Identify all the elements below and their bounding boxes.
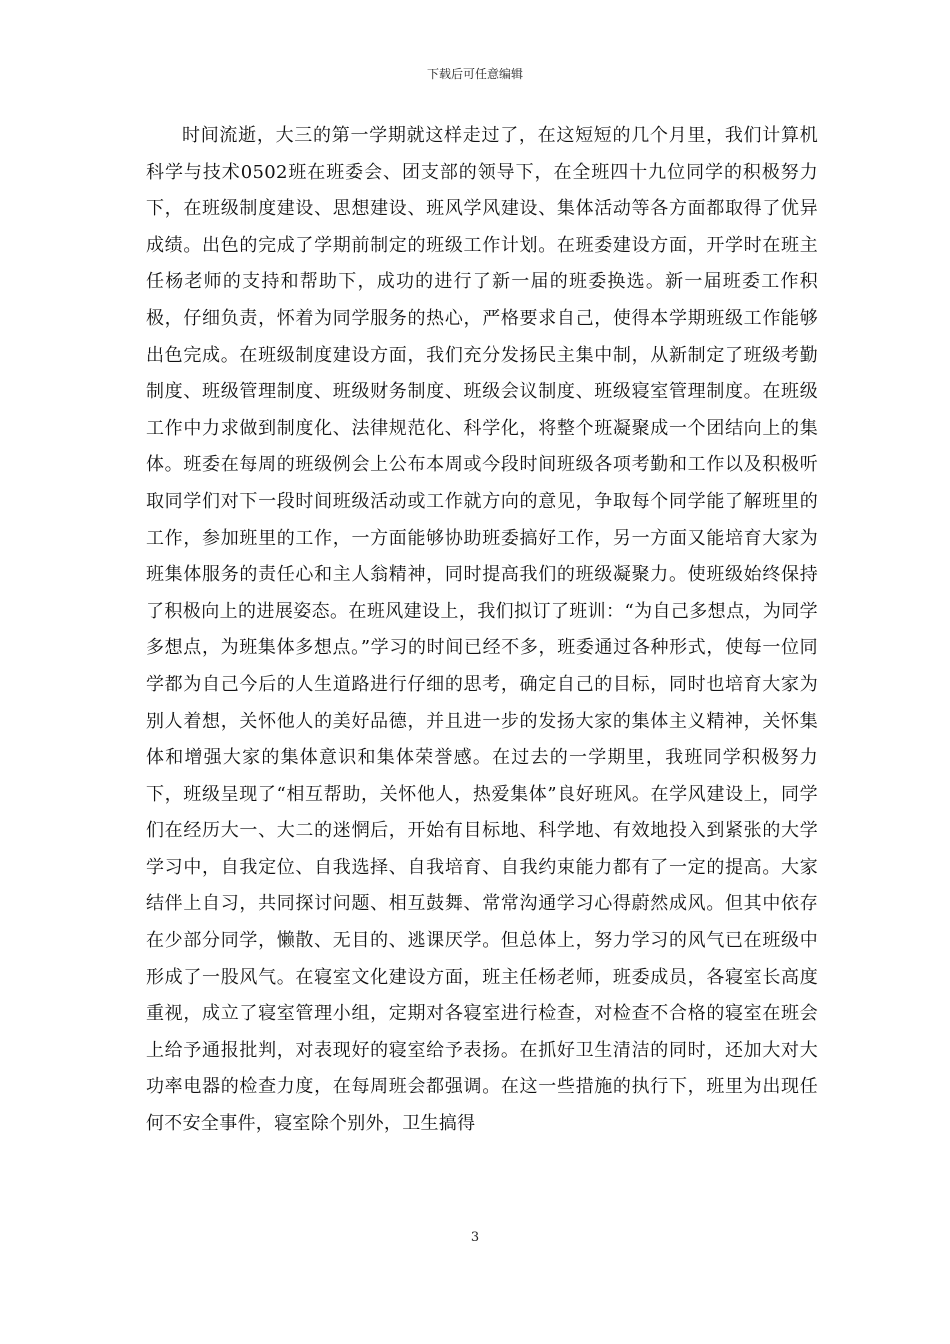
body-paragraph: 时间流逝，大三的第一学期就这样走过了，在这短短的几个月里，我们计算机科学与技术0502班在班委会、团支部的领导下，在全班四十九位同学的积极努力下，在班级制度建设、思想建设、班风学风建设、集体活动等各方面都取得了优异成绩。出色的完成了学期前制定的班级工作计划。在班委建设方面，开学时在班主任杨老师的支持和帮助下，成功的进行了新一届的班委换选。新一届班委工作积极，仔细负责，怀着为同学服务的热心，严格要求自己，使得本学期班级工作能够出色完成。在班级制度建设方面，我们充分发扬民主集中制，从新制定了班级考勤制度、班级管理制度、班级财务制度、班级会议制度、班级寝室管理制度。在班级工作中力求做到制度化、法律规范化、科学化，将整个班凝聚成一个团结向上的集体。班委在每周的班级例会上公布本周或今段时间班级各项考勤和工作以及积极听取同学们对下一段时间班级活动或工作就方向的意见，争取每个同学能了解班里的工作，参加班里的工作，一方面能够协助班委搞好工作，另一方面又能培育大家为班集体服务的责任心和主人翁精神，同时提高我们的班级凝聚力。使班级始终保持了积极向上的进展姿态。在班风建设上，我们拟订了班训：“为自己多想点，为同学多想点，为班集体多想点。”学习的时间已经不多，班委通过各种形式，使每一位同学都为自己今后的人生道路进行仔细的思考，确定自己的目标，同时也培育大家为别人着想，关怀他人的美好品德，并且进一步的发扬大家的集体主义精神，关怀集体和增强大家的集体意识和集体荣誉感。在过去的一学期里，我班同学积极努力下，班级呈现了“相互帮助，关怀他人，热爱集体”良好班风。在学风建设上，同学们在经历大一、大二的迷惘后，开始有目标地、科学地、有效地投入到紧张的大学学习中，自我定位、自我选择、自我培育、自我约束能力都有了一定的提高。大家结伴上自习，共同探讨问题、相互鼓舞、常常沟通学习心得蔚然成风。但其中依存在少部分同学，懒散、无目的、逃课厌学。但总体上，努力学习的风气已在班级中形成了一股风气。在寝室文化建设方面，班主任杨老师，班委成员，各寝室长高度重视，成立了寝室管理小组，定期对各寝室进行检查，对检查不合格的寝室在班会上给予通报批判，对表现好的寝室给予表扬。在抓好卫生清洁的同时，还加大对大功率电器的检查力度，在每周班会都强调。在这一些措施的执行下，班里为出现任何不安全事件，寝室除个别外，卫生搞得 [146,125,818,1135]
page-header: 下载后可任意编辑 [426,67,523,81]
page-number: 3 [470,1230,480,1245]
